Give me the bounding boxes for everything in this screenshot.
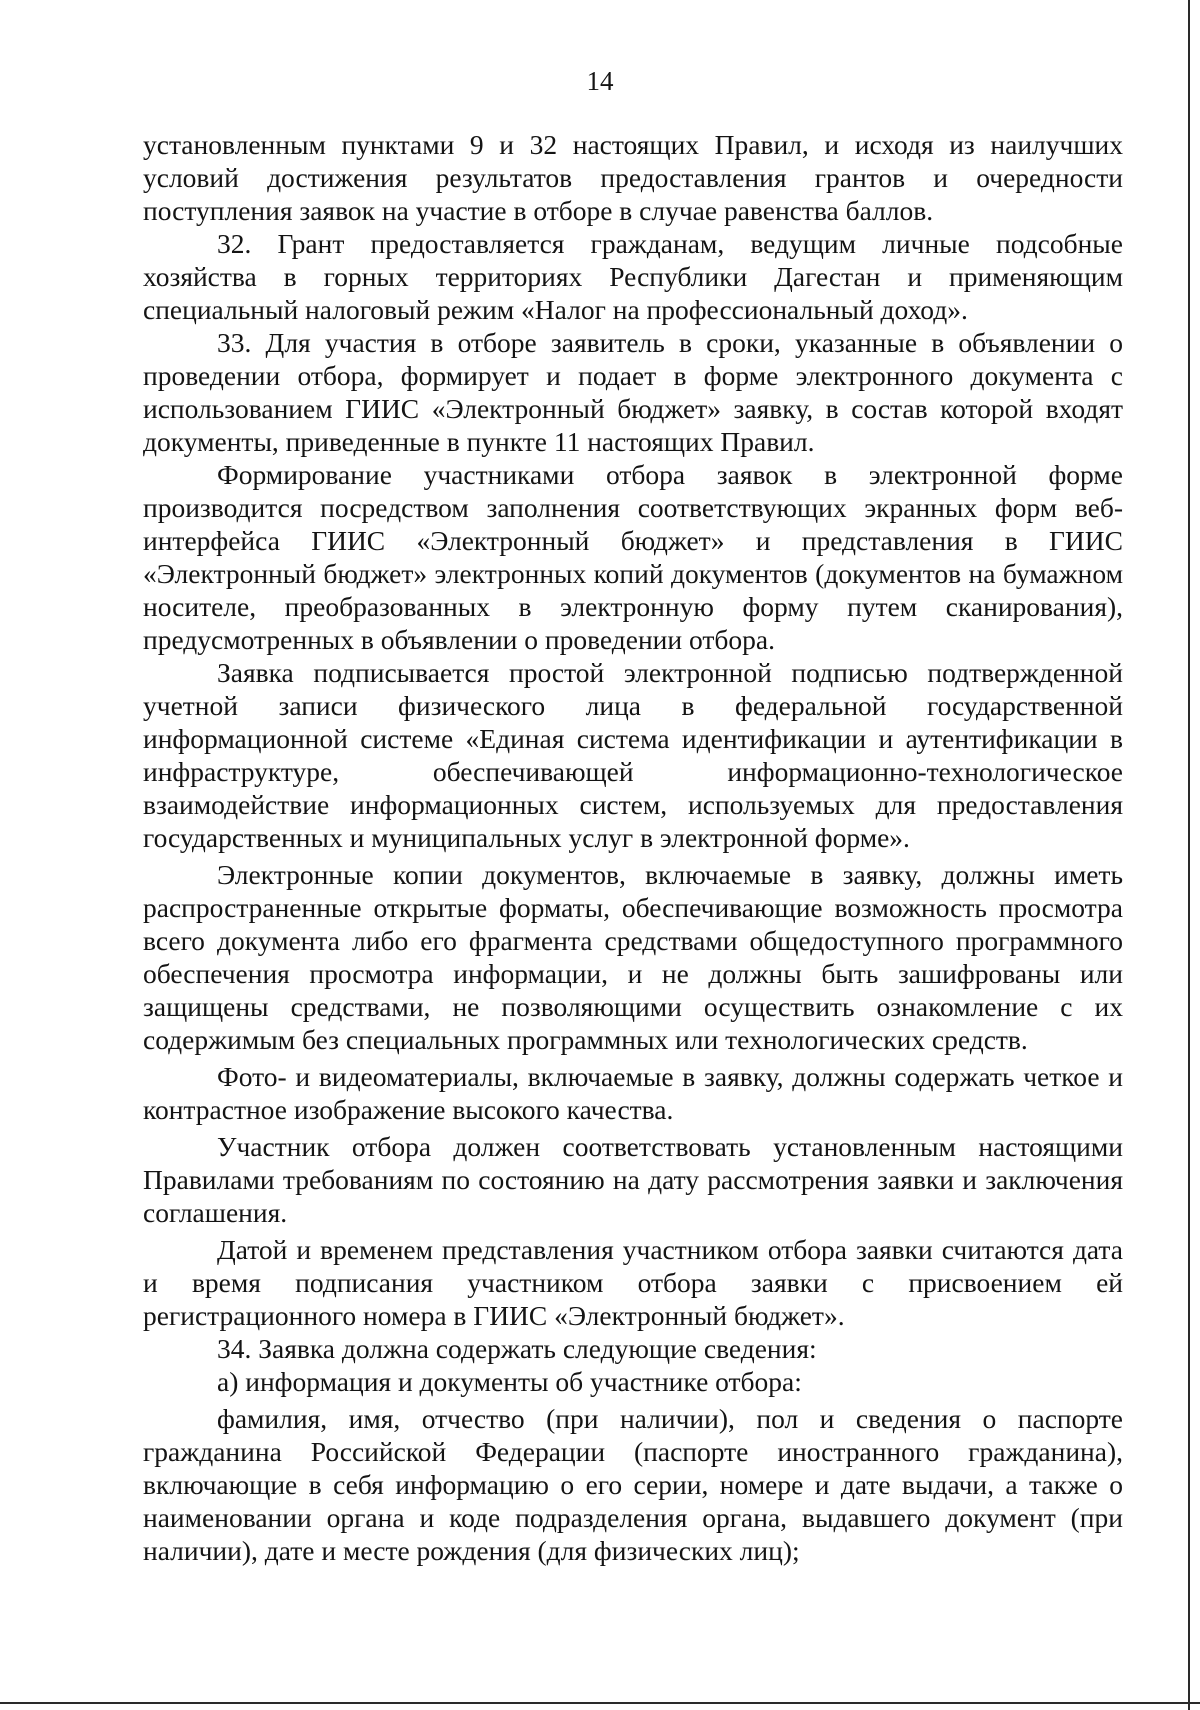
- paragraph-signature: Заявка подписывается простой электронной подписью подтвержденной учетной записи физического лица в федеральной государственной информационной системе «Единая система идентификации и аутентификации в инфраструктуре, обеспечивающей информационно-технологическое взаимодействие информационных систем, используемых для предоставления государственных и муниципальных услуг в электронной форме».: [143, 657, 1123, 853]
- paragraph-subitem-a: а) информация и документы об участнике отбора:: [217, 1366, 802, 1397]
- paragraph-forming-applications: Формирование участниками отбора заявок в электронной форме производится посредством заполнения соответствующих экранных форм веб-интерфейса ГИИС «Электронный бюджет» и представления в ГИИС «Электронный бюджет» электронных копий документов (документов на бумажном носителе, преобразованных в электронную форму путем сканирования), предусмотренных в объявлении о проведении отбора.: [143, 459, 1123, 655]
- paragraph-photo-video: Фото- и видеоматериалы, включаемые в заявку, должны содержать четкое и контрастное изображение высокого качества.: [143, 1061, 1123, 1125]
- page-border-right: [1188, 0, 1190, 1710]
- paragraph-submission-date: Датой и временем представления участником отбора заявки считаются дата и время подписания участником отбора заявки с присвоением ей регистрационного номера в ГИИС «Электронный бюджет».: [143, 1234, 1123, 1331]
- paragraph-item-32: 32. Грант предоставляется гражданам, ведущим личные подсобные хозяйства в горных территориях Республики Дагестан и применяющим специальный налоговый режим «Налог на профессиональный доход».: [143, 228, 1123, 325]
- paragraph-continuation: установленным пунктами 9 и 32 настоящих Правил, и исходя из наилучших условий достижения результатов предоставления грантов и очередности поступления заявок на участие в отборе в случае равенства баллов.: [143, 129, 1123, 226]
- paragraph-electronic-copies: Электронные копии документов, включаемые в заявку, должны иметь распространенные открытые форматы, обеспечивающие возможность просмотра всего документа либо его фрагмента средствами общедоступного программного обеспечения просмотра информации, и не должны быть зашифрованы или защищены средствами, не позволяющими осуществить ознакомление с их содержимым без специальных программных или технологических средств.: [143, 859, 1123, 1055]
- page-border-bottom: [0, 1702, 1200, 1704]
- document-body: [143, 128, 1123, 1567]
- page-number: 14: [586, 66, 614, 96]
- paragraph-item-33: 33. Для участия в отборе заявитель в сроки, указанные в объявлении о проведении отбора, формирует и подает в форме электронного документа с использованием ГИИС «Электронный бюджет» заявку, в состав которой входят документы, приведенные в пункте 11 настоящих Правил.: [143, 327, 1123, 457]
- paragraph-participant-requirements: Участник отбора должен соответствовать установленным настоящими Правилами требованиям по состоянию на дату рассмотрения заявки и заключения соглашения.: [143, 1131, 1123, 1228]
- paragraph-item-34: 34. Заявка должна содержать следующие сведения:: [217, 1333, 817, 1364]
- paragraph-personal-data: фамилия, имя, отчество (при наличии), пол и сведения о паспорте гражданина Российской Федерации (паспорте иностранного гражданина), включающие в себя информацию о его серии, номере и дате выдачи, а также о наименовании органа и коде подразделения органа, выдавшего документ (при наличии), дате и месте рождения (для физических лиц);: [143, 1403, 1123, 1566]
